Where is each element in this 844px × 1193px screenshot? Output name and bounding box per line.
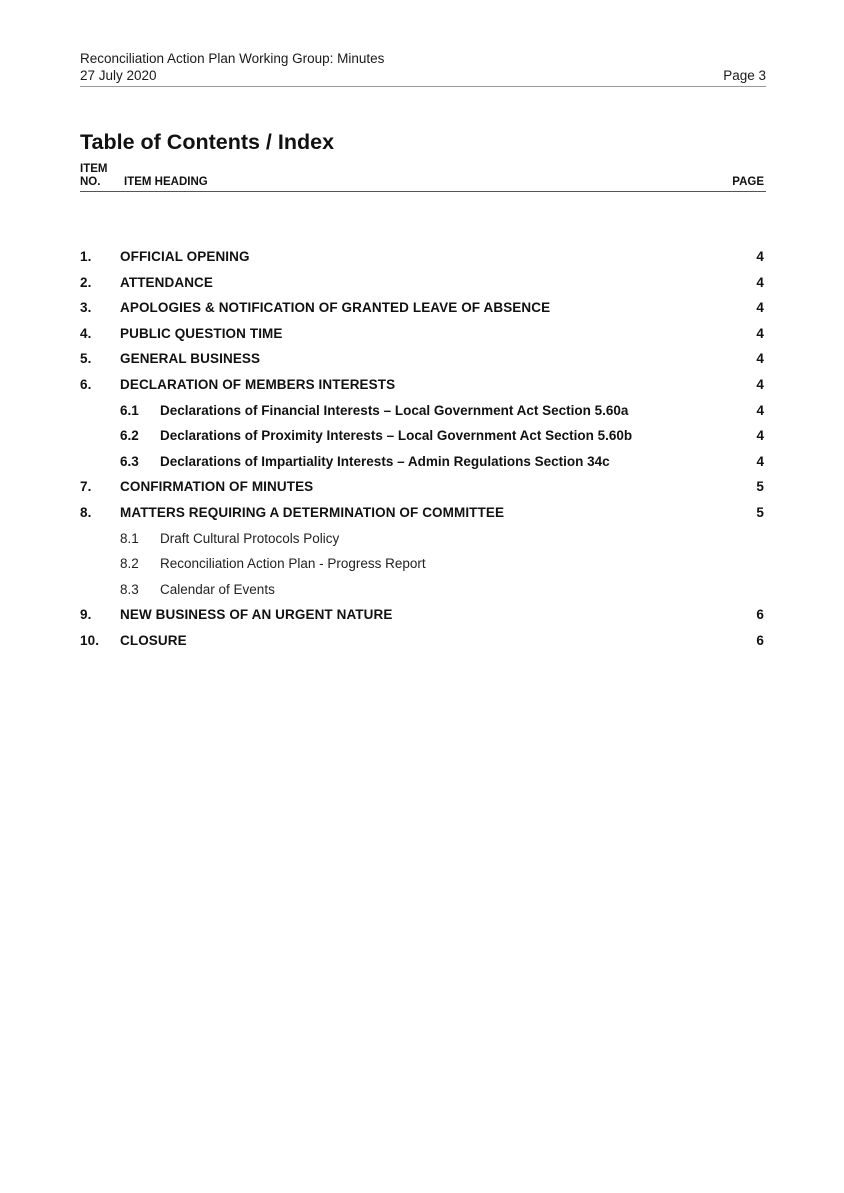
toc-entry-page: 6 [756, 607, 764, 623]
toc-entry[interactable] [80, 551, 766, 577]
toc-entry[interactable] [80, 500, 766, 526]
toc-entry[interactable] [80, 244, 766, 270]
toc-entry-page: 4 [756, 351, 764, 367]
header-date: 27 July 2020 [80, 68, 157, 83]
toc-entry-page: 4 [756, 376, 764, 392]
toc-entry-page: 5 [756, 504, 764, 520]
toc-entry-number: 8.1 [120, 530, 139, 546]
toc-entry-number: 8.2 [120, 556, 139, 572]
toc-entry-number: 6.1 [120, 402, 139, 418]
toc-entry-number: 6. [80, 376, 92, 392]
toc-entry-label: APOLOGIES & NOTIFICATION OF GRANTED LEAVE OF ABSENCE [120, 300, 551, 316]
toc-entry[interactable] [80, 321, 766, 347]
toc-entry-number: 1. [80, 249, 92, 264]
toc-entry-label: Reconciliation Action Plan - Progress Report [160, 556, 426, 572]
toc-entry-number: 6.3 [120, 453, 139, 469]
toc-entry-page: 4 [756, 402, 764, 418]
toc-entry-label: PUBLIC QUESTION TIME [120, 325, 283, 341]
toc-entry[interactable] [80, 526, 766, 552]
table-of-contents [80, 244, 766, 654]
toc-entry-label: CONFIRMATION OF MINUTES [120, 479, 314, 495]
toc-entry-number: 7. [80, 479, 92, 495]
toc-entry[interactable] [80, 577, 766, 603]
toc-entry-page: 4 [756, 300, 764, 316]
toc-entry-number: 3. [80, 300, 92, 316]
toc-entry-label: CLOSURE [120, 632, 187, 648]
toc-entry-page: 4 [756, 274, 764, 290]
toc-entry-number: 9. [80, 607, 92, 623]
toc-entry-label: DECLARATION OF MEMBERS INTERESTS [120, 376, 396, 392]
toc-column-headers [80, 163, 766, 192]
toc-entry[interactable] [80, 346, 766, 372]
toc-entry-page: 4 [756, 325, 764, 341]
toc-entry[interactable] [80, 628, 766, 654]
toc-entry-label: MATTERS REQUIRING A DETERMINATION OF COMMITTEE [120, 504, 505, 520]
toc-entry[interactable] [80, 372, 766, 398]
header-row [80, 67, 766, 84]
toc-entry-label: GENERAL BUSINESS [120, 351, 261, 367]
item-number-column-header [80, 163, 120, 189]
toc-entry-number: 6.2 [120, 428, 139, 444]
toc-entry[interactable] [80, 295, 766, 321]
item-heading-column-header: ITEM HEADING [124, 176, 208, 188]
toc-entry-page: 4 [756, 453, 764, 469]
toc-entry-label: Declarations of Impartiality Interests – Admin Regulations Section 34c [160, 453, 610, 469]
toc-entry-label: NEW BUSINESS OF AN URGENT NATURE [120, 607, 393, 623]
toc-entry-label: Draft Cultural Protocols Policy [160, 530, 340, 546]
toc-entry-number: 5. [80, 351, 92, 367]
toc-entry-number: 10. [80, 632, 100, 648]
toc-entry-number: 2. [80, 274, 92, 290]
page-column-header: PAGE [732, 176, 764, 188]
toc-entry-page: 4 [756, 249, 764, 264]
toc-entry[interactable] [80, 602, 766, 628]
toc-entry-page: 5 [756, 479, 764, 495]
item-header-line1: ITEM [80, 163, 108, 175]
toc-entry-number: 8. [80, 504, 92, 520]
toc-entry[interactable] [80, 398, 766, 424]
toc-entry[interactable] [80, 270, 766, 296]
toc-entry-label: Declarations of Proximity Interests – Local Government Act Section 5.60b [160, 428, 633, 444]
header-title: Reconciliation Action Plan Working Group: Minutes [80, 51, 385, 66]
page-title: Table of Contents / Index [80, 130, 335, 154]
toc-entry-number: 8.3 [120, 581, 139, 597]
toc-entry-label: ATTENDANCE [120, 274, 213, 290]
header-page-number: Page 3 [723, 68, 766, 83]
toc-entry[interactable] [80, 449, 766, 475]
toc-entry[interactable] [80, 423, 766, 449]
toc-entry-label: OFFICIAL OPENING [120, 249, 250, 264]
toc-entry[interactable] [80, 474, 766, 500]
toc-entry-page: 4 [756, 428, 764, 444]
toc-entry-label: Calendar of Events [160, 581, 275, 597]
toc-entry-number: 4. [80, 325, 92, 341]
page-header [80, 50, 766, 87]
toc-entry-page: 6 [756, 632, 764, 648]
item-header-line2: NO. [80, 176, 101, 188]
toc-entry-label: Declarations of Financial Interests – Local Government Act Section 5.60a [160, 402, 629, 418]
